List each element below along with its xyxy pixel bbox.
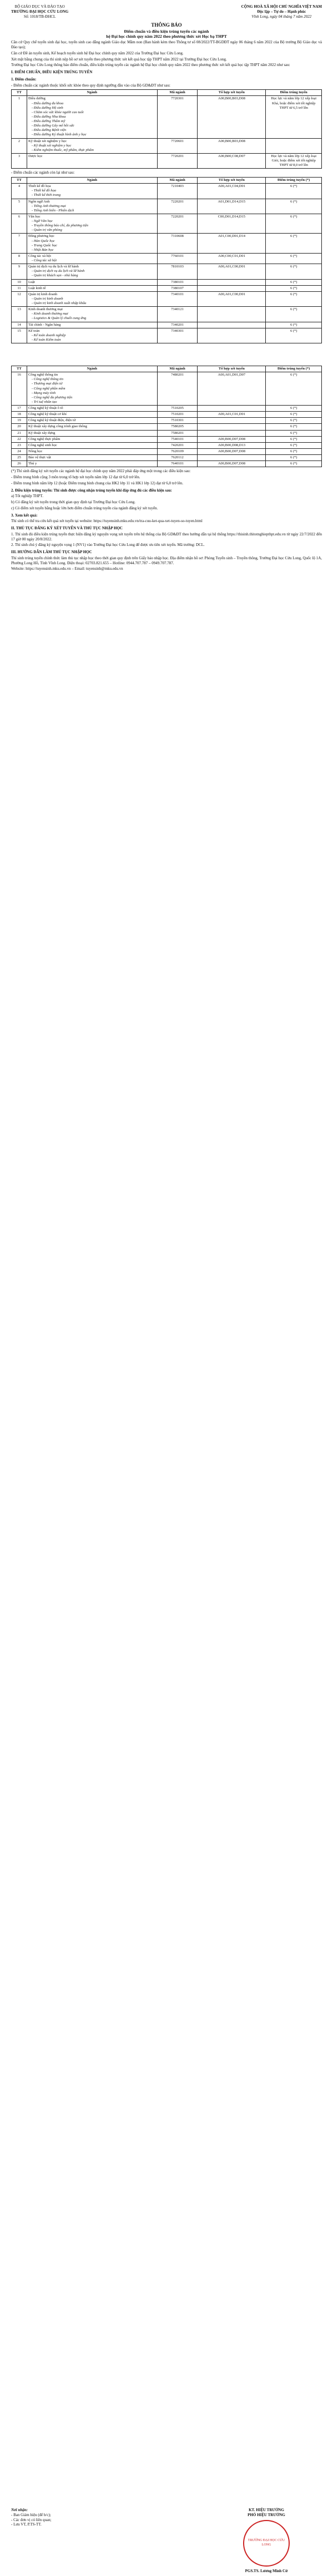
major-specialization: - Kỹ thuật xét nghiệm y học xyxy=(31,143,72,148)
major-title: Kinh doanh thương mại xyxy=(28,307,63,312)
health-majors-table xyxy=(11,89,322,169)
intro-paragraph: Xét mặt bằng chung của thí sinh nộp hồ sơ xét tuyển theo phương thức xét kết quả học tập THPT năm 2022 tại Trường Đại học Cửu Long. xyxy=(11,57,227,62)
major-code: 7580205 xyxy=(157,424,198,430)
row-number: 24 xyxy=(12,448,27,454)
subject-combination xyxy=(198,455,266,461)
major-specialization: - Điều dưỡng Hộ sinh xyxy=(31,105,63,110)
national-title: CỘNG HOÀ XÃ HỘI CHỦ NGHĨA VIỆT NAM xyxy=(241,4,322,9)
section-iii-text: Thí sinh trúng tuyển chính thức làm thủ tục nhập học theo thời gian quy định trên Giấy báo nhập học. Địa điểm nhận hồ sơ: Phòng Tuyển sinh – Truyền thông, Trường Đại học Cửu Long, Quốc lộ 1A, Phường Long Hồ, Tỉnh Vĩnh Long. Điện thoại: 02703.821.655 – Hotline: 0944.707.787 – 0949.707.787. xyxy=(11,555,322,565)
signer-role: KT. HIỆU TRƯỞNG xyxy=(249,2508,284,2512)
subject-combination: C00,D01,D14,D15 xyxy=(198,214,266,234)
major-specialization: - Công nghệ đa phương tiện xyxy=(31,395,73,399)
major-code: 7510301 xyxy=(157,418,198,424)
subject-combination xyxy=(198,424,266,430)
major-title: Điều dưỡng xyxy=(28,97,46,101)
admission-score: 6 (*) xyxy=(266,322,322,328)
major-specialization: - Kiểm nghiệm thuốc, mỹ phẩm, thực phẩm xyxy=(31,148,94,152)
major-code: 7540101 xyxy=(157,436,198,442)
major-title: Công tác xã hội xyxy=(28,254,51,258)
major-title: Quản trị kinh doanh xyxy=(28,292,58,296)
major-title: Đông phương học xyxy=(28,234,54,239)
major-specialization: - Công nghệ thông tin xyxy=(31,377,63,382)
major-name xyxy=(27,406,157,412)
condition-item: a) Tốt nghiệp THPT. xyxy=(11,494,43,499)
section-ii-heading: II. THỦ TỤC ĐĂNG KÝ XÉT TUYỂN VÀ THỦ TỤC NHẬP HỌC xyxy=(11,526,123,530)
major-title: Văn học xyxy=(28,214,41,219)
major-code: 7340201 xyxy=(157,322,198,328)
major-name xyxy=(27,285,157,291)
admission-score: 6 (*) xyxy=(266,184,322,199)
subject-combination: A00,A01,C01,D01 xyxy=(198,412,266,418)
major-specialization: - Chăm sóc sức khỏe người cao tuổi xyxy=(31,110,84,114)
major-code: 7480201 xyxy=(157,372,198,406)
note-line: - Điểm trung bình năm lớp 12 (hoặc Điểm trung bình chung của HK2 lớp 11 và HK1 lớp 12) đạt từ 6,0 trở lên. xyxy=(11,480,183,485)
section-1-1a-text: - Điểm chuẩn các ngành thuộc khối sức khỏe theo quy định ngưỡng đầu vào của Bộ GD&ĐT như sau: xyxy=(11,83,170,88)
major-title: Quản trị dịch vụ du lịch và lữ hành xyxy=(28,265,79,269)
major-code: 7580201 xyxy=(157,430,198,436)
subject-combination: A01,C00,D01,D14 xyxy=(198,234,266,254)
admission-score: 6 (*) xyxy=(266,461,322,467)
row-number: 3 xyxy=(12,153,27,168)
major-specialization: - Thiết kế đồ họa xyxy=(31,189,56,193)
admission-score: 6 (*) xyxy=(266,412,322,418)
signature-block xyxy=(216,2508,316,2573)
section-2-heading: 2. Điều kiện trúng tuyển: Thí sinh được công nhận trúng tuyển khi đáp ứng đủ các điều kiện sau: xyxy=(11,488,172,493)
row-number: 1 xyxy=(12,96,27,138)
document-subtitle-1: Điểm chuẩn và điều kiện trúng tuyển các ngành xyxy=(124,28,209,34)
major-specialization: - Quản trị khách sạn - nhà hàng xyxy=(31,274,78,278)
major-code: 7340301 xyxy=(157,328,198,343)
section-ii-1-text: 1. Thí sinh đủ điều kiện trúng tuyển thực hiện đăng ký nguyện vọng xét tuyển trên hệ thống của Bộ GD&ĐT theo hướng dẫn tại hệ thống https://thisinh.thitotnghiepthpt.edu.vn từ ngày 22/7/2022 đến 17 giờ 00 ngày 20/8/2022. xyxy=(11,532,322,541)
admission-score: 6 (*) xyxy=(266,264,322,279)
row-number: 23 xyxy=(12,442,27,448)
major-title: Công nghệ thông tin xyxy=(28,373,58,377)
major-title: Công nghệ thực phẩm xyxy=(28,437,60,441)
major-name xyxy=(27,328,157,343)
note-line: - Điểm trung bình cộng 3 môn trong tổ hợp xét tuyển năm lớp 12 đạt từ 6,0 trở lên. xyxy=(11,475,140,479)
conditions-list xyxy=(11,494,322,510)
major-title: Kỹ thuật xây dựng công trình giao thông xyxy=(28,424,87,429)
major-name xyxy=(27,264,157,279)
row-number: 21 xyxy=(12,430,27,436)
subject-combination xyxy=(198,430,266,436)
column-header: Mã ngành xyxy=(157,178,198,184)
table-row xyxy=(12,442,322,448)
column-header: Mã ngành xyxy=(157,366,198,372)
table-row xyxy=(12,436,322,442)
condition-item: c) Có điểm xét tuyển bằng hoặc lớn hơn điểm chuẩn trúng tuyển của ngành đăng ký xét tuyển. xyxy=(11,505,158,510)
document-header xyxy=(11,4,322,19)
major-specialization: - Trung Quốc học xyxy=(31,243,57,247)
row-number: 5 xyxy=(12,199,27,214)
row-number: 25 xyxy=(12,455,27,461)
row-number: 15 xyxy=(12,328,27,343)
major-specialization: - Điều dưỡng Thẩm mỹ xyxy=(31,119,65,123)
major-name xyxy=(27,455,157,461)
subject-combination xyxy=(198,328,266,343)
admission-score: Học lực và năm lớp 12 xếp loại Khá, hoặc điểm xét tốt nghiệp THPT từ 6,5 trở lên xyxy=(266,96,322,138)
major-code: 7380107 xyxy=(157,285,198,291)
major-name xyxy=(27,307,157,322)
column-header: TT xyxy=(12,366,27,372)
table-row xyxy=(12,418,322,424)
table-row xyxy=(12,253,322,264)
major-title: Luật kinh tế xyxy=(28,286,46,290)
major-title: Ngôn ngữ Anh xyxy=(28,199,50,204)
table-row xyxy=(12,424,322,430)
major-code: 7210403 xyxy=(157,184,198,199)
subject-combination xyxy=(198,418,266,424)
major-name xyxy=(27,279,157,285)
row-number: 16 xyxy=(12,372,27,406)
major-name xyxy=(27,436,157,442)
intro-paragraph: Căn cứ Đề án tuyển sinh, Kế hoạch tuyển sinh hệ Đại học chính quy năm 2022 của Trường Đại học Cửu Long. xyxy=(11,50,184,55)
major-code: 7310608 xyxy=(157,234,198,254)
official-stamp xyxy=(243,2520,290,2567)
major-name xyxy=(27,184,157,199)
row-number: 7 xyxy=(12,234,27,254)
section-3-heading: 3. Xem kết quả: xyxy=(11,513,38,518)
recipient-item: - Các đơn vị có liên quan; xyxy=(11,2517,52,2522)
major-specialization: - Trí tuệ nhân tạo xyxy=(31,399,57,404)
major-name xyxy=(27,372,157,406)
admission-score: 6 (*) xyxy=(266,234,322,254)
major-specialization: - Hàn Quốc học xyxy=(31,239,55,243)
major-specialization: - Kế toán doanh nghiệp xyxy=(31,333,66,337)
column-header: Ngành xyxy=(27,366,157,372)
table-row xyxy=(12,412,322,418)
row-number: 6 xyxy=(12,214,27,234)
major-specialization: - Kế toán Kiểm toán xyxy=(31,337,61,342)
column-header: Mã ngành xyxy=(157,90,198,96)
major-specialization: - Logistics & Quản lý chuỗi cung ứng xyxy=(31,316,87,321)
intro-section xyxy=(11,40,322,68)
major-specialization: - Kinh doanh thương mại xyxy=(31,312,68,316)
admission-score: 6 (*) xyxy=(266,424,322,430)
major-specialization: - Điều dưỡng Nha khoa xyxy=(31,114,66,119)
table-row xyxy=(12,214,322,234)
major-code: 7380101 xyxy=(157,279,198,285)
section-1-1-heading: 1. Điểm chuẩn: xyxy=(11,77,37,82)
major-name xyxy=(27,234,157,254)
row-number: 14 xyxy=(12,322,27,328)
subject-combination xyxy=(198,279,266,285)
table-row xyxy=(12,455,322,461)
table-row xyxy=(12,264,322,279)
major-code: 7640101 xyxy=(157,461,198,467)
major-specialization: - Mạng máy tính xyxy=(31,391,56,395)
section-3-text: Thí sinh có thể tra cứu kết quả xét tuyển tại website: https://tuyensinh.mku.edu.vn/tra-cuu-ket-qua-xet-tuyen-so-tuyen.html xyxy=(11,519,203,524)
intro-paragraph: Căn cứ Quy chế tuyển sinh đại học, tuyển sinh cao đẳng ngành Giáo dục Mầm non (Ban hành kèm theo Thông tư số 08/2022/TT-BGDĐT ngày 06 tháng 6 năm 2022 của Bộ trưởng Bộ Giáo dục và Đào tạo); xyxy=(11,40,322,49)
document-number: Số: 1018/TB-ĐHCL xyxy=(23,14,56,19)
ministry-name: BỘ GIÁO DỤC VÀ ĐÀO TẠO xyxy=(14,4,65,9)
major-title: Công nghệ kỹ thuật cơ khí xyxy=(28,412,67,417)
subject-combination: A00,A01,C00,D01 xyxy=(198,291,266,306)
note-line: (*) Thí sinh đăng ký xét tuyển các ngành hệ đại học chính quy năm 2022 phải đáp ứng một trong các điều kiện sau: xyxy=(11,469,191,474)
row-number: 10 xyxy=(12,279,27,285)
major-code: 7340121 xyxy=(157,307,198,322)
table-row xyxy=(12,184,322,199)
major-title: Kế toán xyxy=(28,328,40,333)
major-name xyxy=(27,291,157,306)
notes-section xyxy=(11,469,322,485)
major-title: Luật xyxy=(28,280,35,284)
row-number: 18 xyxy=(12,412,27,418)
table-row xyxy=(12,96,322,138)
signer-role-2: PHÓ HIỆU TRƯỞNG xyxy=(248,2512,285,2517)
major-code: 7340101 xyxy=(157,291,198,306)
admission-score: Học lực và năm lớp 12 xếp loại Giỏi, hoặc điểm xét tốt nghiệp THPT từ 8,0 trở lên xyxy=(266,153,322,168)
table-row xyxy=(12,234,322,254)
major-specialization: - Tiếng Anh thương mại xyxy=(31,204,66,208)
column-header: Tổ hợp xét tuyển xyxy=(198,178,266,184)
recipient-item: - Ban Giám hiệu (để b/c); xyxy=(11,2512,51,2517)
admission-score: 6 (*) xyxy=(266,279,322,285)
major-code: 7720601 xyxy=(157,138,198,153)
subject-combination: A00,B00,D07,D08 xyxy=(198,448,266,454)
major-title: Thiết kế đồ họa xyxy=(28,184,51,189)
major-title: Kỹ thuật xây dựng xyxy=(28,431,56,435)
row-number: 20 xyxy=(12,424,27,430)
admission-score: 6 (*) xyxy=(266,328,322,343)
school-name: TRƯỜNG ĐẠI HỌC CỬU LONG xyxy=(11,9,69,14)
issue-date: Vĩnh Long, ngày 04 tháng 7 năm 2022 xyxy=(251,14,312,19)
major-name xyxy=(27,418,157,424)
subject-combination: A01,D01,D14,D15 xyxy=(198,199,266,214)
row-number: 12 xyxy=(12,291,27,306)
major-title: Công nghệ kỹ thuật ô tô xyxy=(28,406,63,410)
section-1-heading: I. ĐIỂM CHUẨN, ĐIỀU KIỆN TRÚNG TUYỂN xyxy=(11,70,93,74)
column-header: Ngành xyxy=(27,90,157,96)
major-specialization: - Quản trị kinh doanh xyxy=(31,296,63,301)
admission-score: 6 (*) xyxy=(266,285,322,291)
table-row xyxy=(12,307,322,322)
section-ii-2-text: 2. Thí sinh chú ý đăng ký nguyện vọng 1 (NV1) vào Trường Đại học Cửu Long để được ưu tiên xét tuyển. Mã trường: DCL. xyxy=(11,543,205,548)
admission-score: 6 (*) xyxy=(266,442,322,448)
major-name xyxy=(27,461,157,467)
admission-score: 6 (*) xyxy=(266,253,322,264)
section-1-1b-text: - Điểm chuẩn các ngành còn lại như sau: xyxy=(11,170,75,175)
admission-score: 6 (*) xyxy=(266,199,322,214)
major-specialization: - Quản trị dịch vụ du lịch và lữ hành xyxy=(31,269,85,274)
admission-score: 6 (*) xyxy=(266,406,322,412)
column-header: Tổ hợp xét tuyển xyxy=(198,90,266,96)
major-name xyxy=(27,424,157,430)
intro-paragraph: Trường Đại học Cửu Long thông báo điểm chuẩn, điều kiện trúng tuyển các ngành hệ Đại học chính quy năm 2022 theo phương thức xét kết quả học tập THPT năm 2022 như sau: xyxy=(11,63,290,68)
major-code: 7220201 xyxy=(157,214,198,234)
major-specialization: - Tiếng Anh biên - Phiên dịch xyxy=(31,208,74,212)
major-name xyxy=(27,448,157,454)
subject-combination: A00,B00,B03,D08 xyxy=(198,96,266,138)
stamp-text: TRƯỜNG ĐẠI HỌC CỬU LONG xyxy=(248,2539,285,2547)
column-header: Tổ hợp xét tuyển xyxy=(198,366,266,372)
subject-combination: A00,B00,C08,D07 xyxy=(198,153,266,168)
major-code: 7720201 xyxy=(157,153,198,168)
admission-score: 6 (*) xyxy=(266,430,322,436)
contact-text: Website: https://tuyensinh.mku.edu.vn – Email: tuyensinh@mku.edu.vn xyxy=(11,566,123,571)
major-specialization: - Công nghệ phần mềm xyxy=(31,386,65,391)
major-title: Công nghệ sinh học xyxy=(28,443,57,447)
other-majors-table xyxy=(11,177,322,343)
major-title: Tài chính - Ngân hàng xyxy=(28,322,61,327)
subject-combination xyxy=(198,307,266,322)
table-row xyxy=(12,322,322,328)
table-row xyxy=(12,461,322,467)
row-number: 17 xyxy=(12,406,27,412)
table-row xyxy=(12,285,322,291)
section-iii-heading: III. HƯỚNG DẪN LÀM THỦ TỤC NHẬP HỌC xyxy=(11,550,92,554)
subject-combination: A00,A01,D01,D07 xyxy=(198,372,266,406)
table-row xyxy=(12,291,322,306)
major-code: 7220201 xyxy=(157,199,198,214)
admission-score: 6 (*) xyxy=(266,307,322,322)
row-number: 9 xyxy=(12,264,27,279)
admission-score: 6 (*) xyxy=(266,291,322,306)
row-number: 22 xyxy=(12,436,27,442)
table-row xyxy=(12,138,322,153)
row-number: 26 xyxy=(12,461,27,467)
major-code: 7620112 xyxy=(157,455,198,461)
major-code: 7720301 xyxy=(157,96,198,138)
major-name xyxy=(27,442,157,448)
subject-combination xyxy=(198,322,266,328)
major-specialization: - Điều dưỡng Bệnh viện xyxy=(31,128,67,133)
major-name xyxy=(27,96,157,138)
subject-combination xyxy=(198,406,266,412)
major-code: 7620109 xyxy=(157,448,198,454)
subject-combination: A00,A01,C00,D01 xyxy=(198,264,266,279)
column-header: Điểm trúng tuyển (*) xyxy=(266,178,322,184)
engineering-majors-table xyxy=(11,366,322,467)
admission-score: 6 (*) xyxy=(266,448,322,454)
major-code: 7510201 xyxy=(157,412,198,418)
major-title: Thú y xyxy=(28,462,37,466)
major-name xyxy=(27,253,157,264)
major-code: 7760101 xyxy=(157,253,198,264)
row-number: 13 xyxy=(12,307,27,322)
table-row xyxy=(12,448,322,454)
admission-score: 6 (*) xyxy=(266,214,322,234)
table-row xyxy=(12,153,322,168)
major-specialization: - Thương mại điện tử xyxy=(31,382,63,386)
table-row xyxy=(12,372,322,406)
major-name xyxy=(27,412,157,418)
table-row xyxy=(12,328,322,343)
major-specialization: - Quản trị văn phòng xyxy=(31,228,62,232)
major-specialization: - Nhật Bản học xyxy=(31,247,54,252)
subject-combination: A00,B00,D07,D08 xyxy=(198,436,266,442)
recipient-item: - Lưu VT, P.TS-TT. xyxy=(11,2522,42,2527)
major-specialization: - Quản trị kinh doanh xuất nhập khẩu xyxy=(31,301,87,305)
column-header: TT xyxy=(12,178,27,184)
major-specialization: - Truyền thông báo chí, đa phương tiện xyxy=(31,224,88,228)
major-code: 7420201 xyxy=(157,442,198,448)
column-header: TT xyxy=(12,90,27,96)
subject-combination: A00,C00,C01,D01 xyxy=(198,253,266,264)
table-row xyxy=(12,406,322,412)
subject-combination: A00,B00,D08,D13 xyxy=(198,442,266,448)
column-header: Điểm trúng tuyển (*) xyxy=(266,366,322,372)
row-number: 4 xyxy=(12,184,27,199)
subject-combination xyxy=(198,285,266,291)
major-specialization: - Ngữ Văn học xyxy=(31,219,53,223)
admission-score xyxy=(266,138,322,153)
row-number: 19 xyxy=(12,418,27,424)
major-name xyxy=(27,214,157,234)
major-specialization: - Công tác xã hội xyxy=(31,259,57,262)
major-specialization: - Điều dưỡng đa khoa xyxy=(31,101,64,105)
subject-combination: A00,B00,B03,D08 xyxy=(198,138,266,153)
national-motto: Độc lập – Tự do – Hạnh phúc xyxy=(257,9,306,14)
major-name xyxy=(27,322,157,328)
major-code: 7510205 xyxy=(157,406,198,412)
condition-item: b) Có đăng ký xét tuyển trong thời gian quy định tại Trường Đại học Cửu Long. xyxy=(11,500,136,504)
major-name xyxy=(27,138,157,153)
subject-combination: A00,B00,D07,D08 xyxy=(198,461,266,467)
major-title: Nông học xyxy=(28,449,43,453)
major-specialization: - Điều dưỡng Gây mê hồi sức xyxy=(31,124,74,128)
table-row xyxy=(12,279,322,285)
major-name xyxy=(27,199,157,214)
signer-name: PGS.TS. Lương Minh Cừ xyxy=(245,2568,288,2573)
major-title: Bảo vệ thực vật xyxy=(28,456,51,459)
major-title: Công nghệ kỹ thuật điện, điện tử xyxy=(28,418,76,423)
admission-score: 6 (*) xyxy=(266,455,322,461)
table-row xyxy=(12,430,322,436)
column-header: Ngành xyxy=(27,178,157,184)
table-row xyxy=(12,199,322,214)
document-subtitle-2: hệ Đại học chính quy năm 2022 theo phương thức xét Học bạ THPT xyxy=(106,33,227,39)
major-specialization: - Thiết kế thời trang xyxy=(31,193,61,198)
major-code: 7810103 xyxy=(157,264,198,279)
major-specialization: - Điều dưỡng Ký thuật hình ảnh y học xyxy=(31,133,87,137)
recipients-title: Nơi nhận: xyxy=(11,2508,28,2512)
document-title: THÔNG BÁO xyxy=(151,22,182,28)
row-number: 11 xyxy=(12,285,27,291)
major-title: Dược học xyxy=(28,154,43,158)
major-title: Kỹ thuật xét nghiệm y học xyxy=(28,139,67,143)
admission-score: 6 (*) xyxy=(266,418,322,424)
row-number: 2 xyxy=(12,138,27,153)
row-number: 8 xyxy=(12,253,27,264)
admission-score: 6 (*) xyxy=(266,372,322,406)
subject-combination: A00,A01,C04,D01 xyxy=(198,184,266,199)
column-header: Điểm trúng tuyển xyxy=(266,90,322,96)
recipients-block xyxy=(11,2508,150,2527)
major-name xyxy=(27,153,157,168)
admission-score: 6 (*) xyxy=(266,436,322,442)
major-name xyxy=(27,430,157,436)
